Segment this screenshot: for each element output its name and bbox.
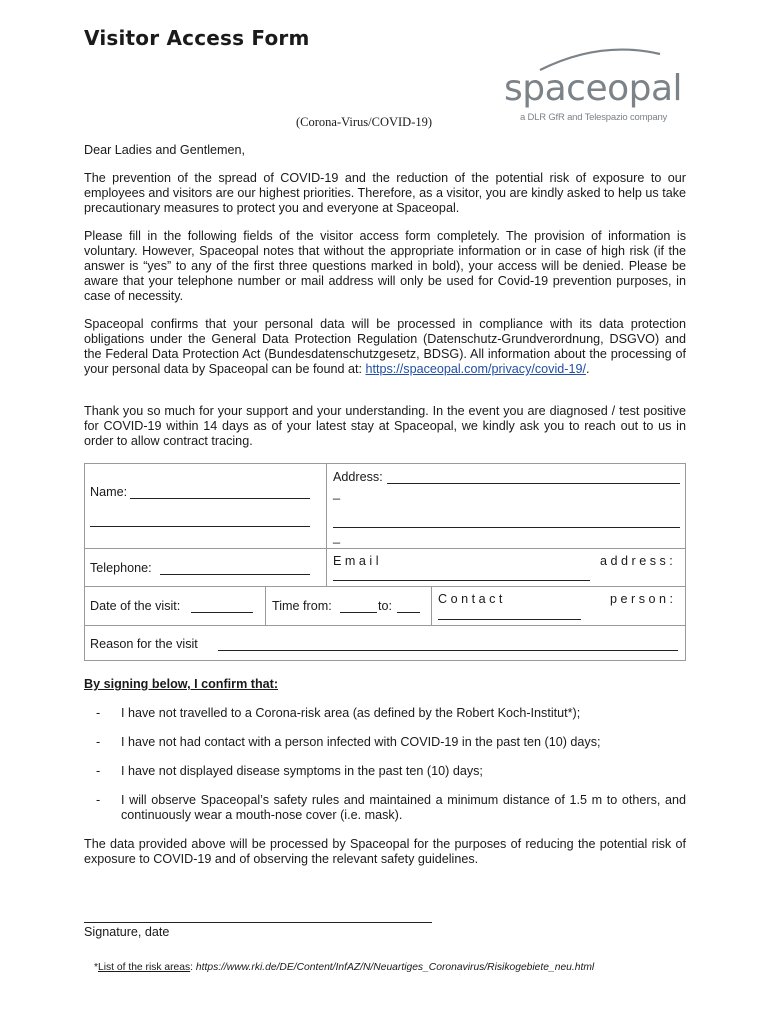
form-title: Visitor Access Form (84, 26, 310, 50)
name-label: Name: (90, 485, 128, 499)
reason-label: Reason for the visit (90, 637, 198, 651)
signature-field[interactable] (84, 922, 432, 923)
footnote (94, 962, 594, 973)
time-from-label: Time from: (272, 599, 332, 613)
reason-field[interactable] (218, 650, 678, 651)
logo-tagline: a DLR GfR and Telespazio company (520, 112, 668, 123)
time-to-field[interactable] (397, 612, 420, 613)
confirm-item-1: I have not travelled to a Corona-risk area (as defined by the Robert Koch-Institut*); (121, 706, 581, 720)
form-subtitle: (Corona-Virus/COVID-19) (296, 115, 433, 129)
bullet-2: - (96, 735, 101, 749)
footnote-colon: : (190, 962, 196, 973)
email-label-address: a d d r e s s : (600, 554, 673, 568)
confirm-item-4: I will observe Spaceopal’s safety rules and maintained a minimum distance of 1.5 m to others, and continuously wear a mouth-nose cover (i.e. mask). (121, 793, 686, 822)
intro-paragraph-3 (84, 317, 686, 377)
date-field[interactable] (191, 612, 253, 613)
footnote-label: List of the risk areas (98, 962, 191, 973)
footnote-url[interactable]: https://www.rki.de/DE/Content/InfAZ/N/Neuartiges_Coronavirus/Risikogebiete_neu.html (195, 962, 595, 973)
footnote-star: * (94, 962, 99, 973)
greeting: Dear Ladies and Gentlemen, (84, 143, 246, 157)
time-from-field[interactable] (340, 612, 377, 613)
address-field-line2[interactable] (333, 527, 680, 528)
date-label: Date of the visit: (90, 599, 181, 613)
contact-label: C o n t a c t (438, 592, 503, 606)
privacy-text-end: . (585, 362, 590, 376)
bullet-1: - (96, 706, 101, 720)
contact-label-person: p e r s o n : (610, 592, 673, 606)
address-label: Address: (333, 470, 383, 484)
privacy-text: Spaceopal confirms that your personal data will be processed in compliance with its data protection obligations under the General Data Protection Regulation (Datenschutz-Grundverordnung, DSGVO) and the Federal Data Protection Act (Bundesdatenschutzgesetz, BDSG). All information about the processing of your personal data by Spaceopal can be found at: (84, 317, 686, 376)
name-field[interactable] (130, 498, 310, 499)
bullet-4: - (96, 793, 101, 807)
confirm-heading: By signing below, I confirm that: (84, 677, 279, 691)
intro-paragraph-2: Please fill in the following fields of the visitor access form completely. The provision of information is voluntary. However, Spaceopal notes that without the appropriate information or in case of high risk (if the answer is “yes” to any of the first three questions marked in bold), your access will be denied. Please be aware that your telephone number or mail address will only be used for Covid-19 prevention purposes, in case of necessity. (84, 229, 686, 303)
address-dash-1: _ (333, 486, 341, 500)
name-cell (84, 463, 327, 549)
time-to-label: to: (378, 599, 393, 613)
intro-paragraph-4: Thank you so much for your support and your understanding. In the event you are diagnosed / test positive for COVID-19 within 14 days as of your latest stay at Spaceopal, we kindly ask you to reach out to us in order to allow contract tracing. (84, 404, 686, 448)
confirm-item-2: I have not had contact with a person infected with COVID-19 in the past ten (10) days; (121, 735, 601, 749)
name-field-line2[interactable] (90, 526, 310, 527)
company-logo (500, 48, 700, 128)
contact-field[interactable] (438, 619, 581, 620)
email-label: E m a i l (333, 554, 379, 568)
closing-paragraph: The data provided above will be processed by Spaceopal for the purposes of reducing the potential risk of exposure to COVID-19 and of observing the relevant safety guidelines. (84, 837, 686, 866)
email-field[interactable] (333, 580, 590, 581)
bullet-3: - (96, 764, 101, 778)
address-dash-2: _ (333, 530, 341, 544)
privacy-link[interactable]: https://spaceopal.com/privacy/covid-19/ (365, 362, 586, 376)
confirm-item-3: I have not displayed disease symptoms in the past ten (10) days; (121, 764, 483, 778)
telephone-label: Telephone: (90, 561, 152, 575)
signature-label: Signature, date (84, 925, 170, 939)
intro-paragraph-1: The prevention of the spread of COVID-19 and the reduction of the potential risk of exposure to our employees and visitors are our highest priorities. Therefore, as a visitor, you are kindly asked to help us take precautionary measures to protect you and everyone at Spaceopal. (84, 171, 686, 215)
address-field[interactable] (387, 483, 680, 484)
logo-wordmark: spaceopal (504, 68, 683, 109)
telephone-field[interactable] (160, 574, 310, 575)
